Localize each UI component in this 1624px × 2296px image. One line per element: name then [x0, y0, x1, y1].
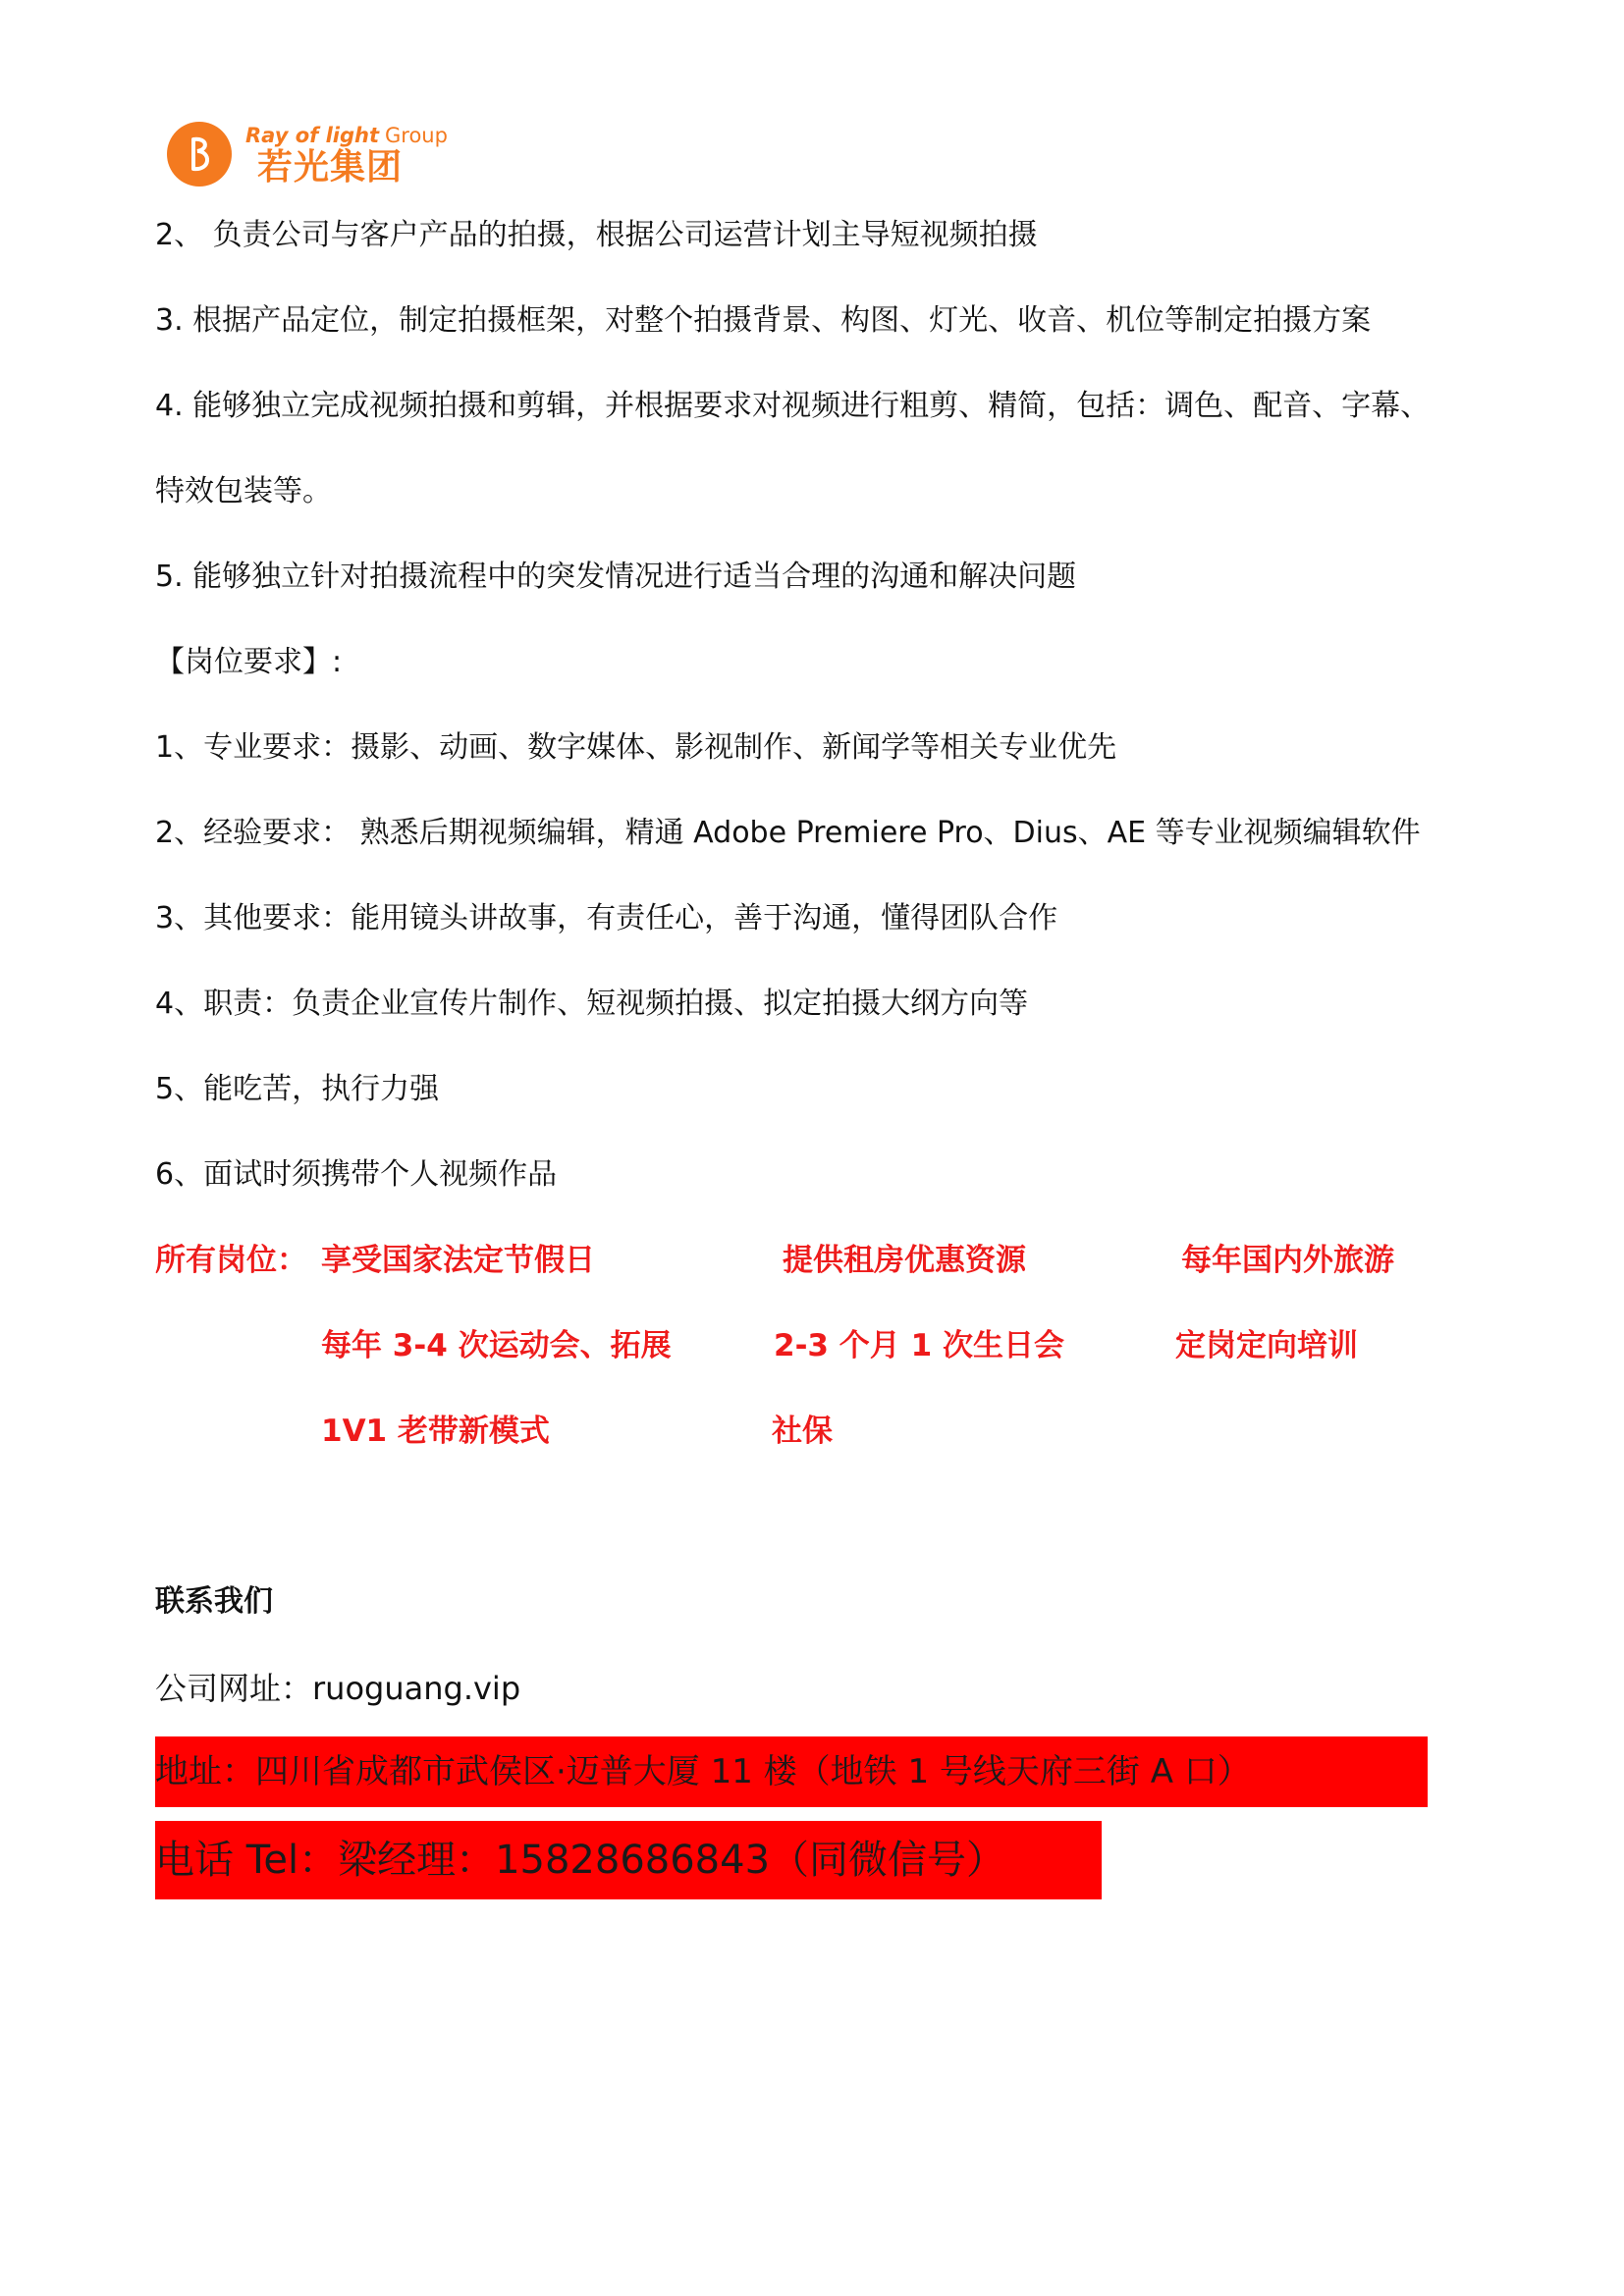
- logo-chinese-name: 若光集团: [257, 147, 404, 187]
- benefit-item: 每年 3-4 次运动会、拓展: [321, 1328, 672, 1363]
- requirement-line: 5、能吃苦，执行力强: [155, 1072, 440, 1106]
- address-highlight: 地址：四川省成都市武侯区·迈普大厦 11 楼（地铁 1 号线天府三街 A 口）: [155, 1736, 1428, 1807]
- benefit-item: 每年国内外旅游: [1181, 1243, 1394, 1278]
- contact-heading: 联系我们: [155, 1584, 273, 1619]
- company-website: 公司网址：ruoguang.vip: [155, 1670, 521, 1707]
- requirement-line: 3、其他要求：能用镜头讲故事，有责任心，善于沟通，懂得团队合作: [155, 901, 1058, 935]
- requirements-heading: 【岗位要求】:: [155, 645, 343, 679]
- benefit-item: 定岗定向培训: [1175, 1328, 1358, 1363]
- benefit-item: 2-3 个月 1 次生日会: [774, 1328, 1064, 1363]
- logo-mark-icon: [167, 122, 232, 187]
- requirement-line: 6、面试时须携带个人视频作品: [155, 1157, 558, 1192]
- benefit-item: 享受国家法定节假日: [321, 1243, 595, 1278]
- duty-line: 特效包装等。: [155, 474, 332, 508]
- benefit-item: 社保: [772, 1414, 833, 1449]
- duty-line: 5. 能够独立针对拍摄流程中的突发情况进行适当合理的沟通和解决问题: [155, 560, 1077, 594]
- duty-line: 2、 负责公司与客户产品的拍摄，根据公司运营计划主导短视频拍摄: [155, 218, 1038, 252]
- benefits-label: 所有岗位：: [155, 1243, 307, 1278]
- benefit-item: 1V1 老带新模式: [321, 1414, 550, 1449]
- logo-english-name: Ray of light Group: [245, 124, 448, 147]
- benefit-item: 提供租房优惠资源: [783, 1243, 1026, 1278]
- requirement-line: 2、经验要求： 熟悉后期视频编辑，精通 Adobe Premiere Pro、Dius、AE 等专业视频编辑软件: [155, 816, 1421, 850]
- requirement-line: 1、专业要求：摄影、动画、数字媒体、影视制作、新闻学等相关专业优先: [155, 730, 1117, 765]
- duty-line: 3. 根据产品定位，制定拍摄框架，对整个拍摄背景、构图、灯光、收音、机位等制定拍摄方案: [155, 303, 1372, 338]
- phone-highlight: 电话 Tel：梁经理：15828686843（同微信号）: [155, 1821, 1102, 1899]
- duty-line: 4. 能够独立完成视频拍摄和剪辑，并根据要求对视频进行粗剪、精简，包括：调色、配音、字幕、: [155, 389, 1431, 423]
- requirement-line: 4、职责：负责企业宣传片制作、短视频拍摄、拟定拍摄大纲方向等: [155, 987, 1029, 1021]
